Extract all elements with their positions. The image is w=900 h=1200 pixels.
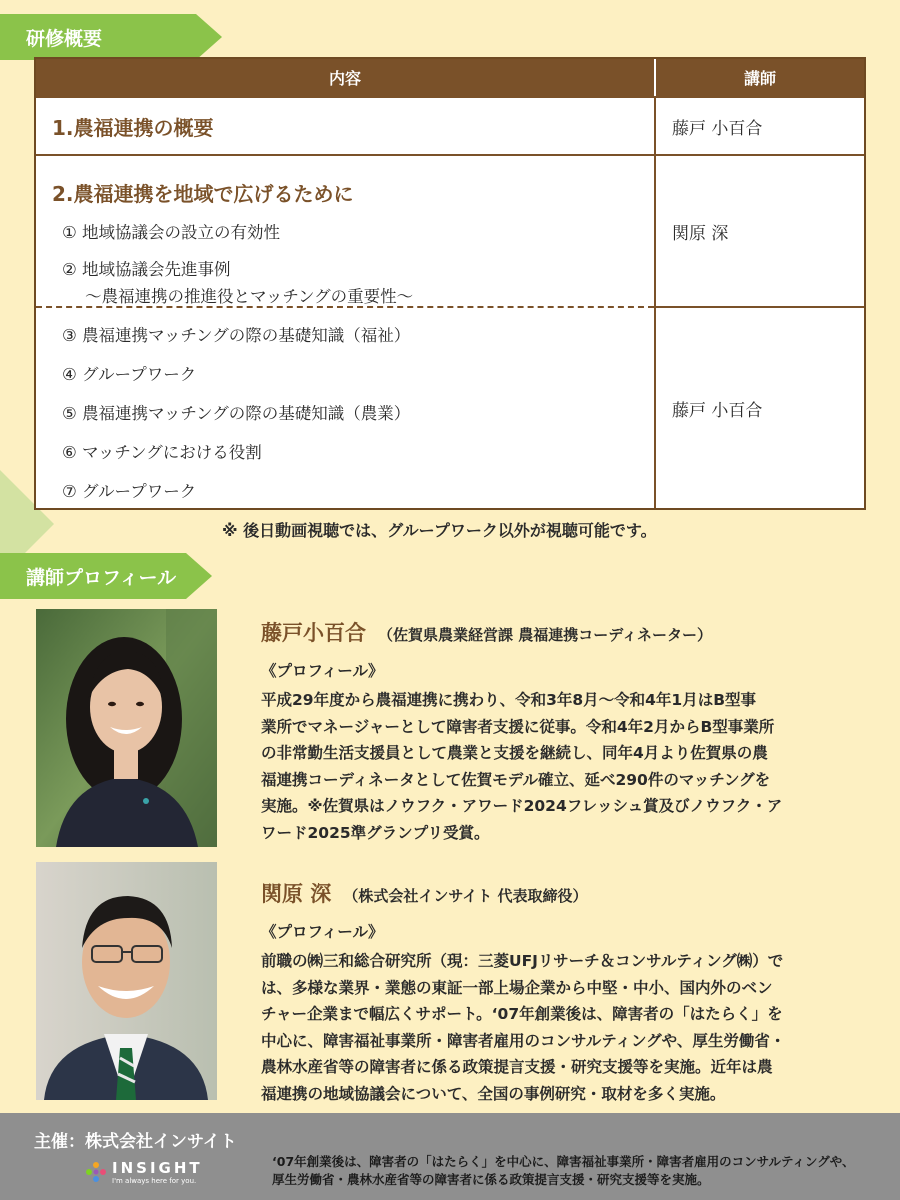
row1-instructor: 藤戸 小百合 [672, 118, 763, 139]
profile-line: ワード2025準グランプリ受賞。 [261, 823, 490, 842]
insight-logo-icon [84, 1160, 108, 1184]
organizer-text: 主催：株式会社インサイト [34, 1132, 237, 1152]
profile-line: チャー企業まで幅広くサポート。‘07年創業後は、障害者の「はたらく」を [261, 1005, 783, 1023]
list-item: ④ グループワーク [62, 365, 197, 384]
section-tab-profile [0, 553, 176, 599]
profile-line: 実施。※佐賀県はノウフク・アワード2024フレッシュ賞及びノウフク・ア [261, 797, 783, 815]
table-row [36, 154, 864, 508]
instructor-photo-fujito [36, 609, 217, 847]
list-item: ② 地域協議会先進事例 [62, 260, 231, 279]
profile-line: 業所でマネージャーとして障害者支援に従事。令和4年2月からB型事業所 [261, 717, 775, 736]
header-instructor: 講師 [743, 69, 776, 88]
header-content: 内容 [36, 59, 656, 96]
profile-sekihara [261, 878, 871, 1107]
instructor-photo-sekihara [36, 862, 217, 1100]
list-item: ① 地域協議会の設立の有効性 [62, 223, 281, 242]
row2-title: 2.農福連携を地域で広げるために [52, 182, 354, 206]
profile-affiliation: （株式会社インサイト 代表取締役） [343, 887, 588, 905]
profile-label: 《プロフィール》 [261, 662, 384, 680]
insight-logo [84, 1159, 203, 1185]
list-item: ⑤ 農福連携マッチングの際の基礎知識（農業） [62, 404, 411, 423]
list-item: ③ 農福連携マッチングの際の基礎知識（福祉） [62, 326, 411, 345]
profile-line: 福連携コーディネータとして佐賀モデル確立、延べ290件のマッチングを [261, 770, 771, 789]
list-item: ⑥ マッチングにおける役割 [62, 443, 262, 462]
footer-line: 厚生労働省・農林水産省等の障害者に係る政策提言支援・研究支援等を実施。 [272, 1172, 710, 1187]
row2-instructor: 関原 深 [672, 223, 729, 244]
footer-description [272, 1153, 855, 1189]
profile-label: 《プロフィール》 [261, 923, 384, 941]
profile-body [261, 948, 871, 1107]
footer [0, 1113, 900, 1200]
row1-title: 1.農福連携の概要 [36, 98, 656, 154]
list-item: ⑦ グループワーク [62, 482, 197, 501]
note-text: ※ 後日動画視聴では、グループワーク以外が視聴可能です。 [222, 521, 657, 540]
profile-body [261, 687, 871, 846]
table-row [36, 96, 864, 154]
profile-line: 中心に、障害福祉事業所・障害者雇用のコンサルティングや、厚生労働省・ [261, 1031, 786, 1050]
row3-instructor: 藤戸 小百合 [656, 306, 864, 508]
row2-block [36, 156, 654, 306]
row3-block [36, 306, 654, 508]
profile-line: 福連携の地域協議会について、全国の事例研究・取材を多く実施。 [261, 1084, 726, 1103]
profile-fujito [261, 617, 871, 846]
profile-affiliation: （佐賀県農業経営課 農福連携コーディネーター） [378, 626, 713, 644]
footer-line: ‘07年創業後は、障害者の「はたらく」を中心に、障害福祉事業所・障害者雇用のコンサルティングや、 [272, 1154, 855, 1169]
section-tab-overview [0, 14, 102, 60]
section-title-overview: 研修概要 [26, 27, 103, 50]
curriculum-table [34, 57, 866, 510]
profile-line: 平成29年度から農福連携に携わり、令和3年8月～令和4年1月はB型事 [261, 691, 757, 709]
profile-line: 農林水産省等の障害者に係る政策提言支援・研究支援等を実施。近年は農 [261, 1058, 773, 1076]
table-header [36, 59, 864, 96]
profile-name: 関原 深 [261, 882, 332, 906]
list-item-continuation: ～農福連携の推進役とマッチングの重要性～ [85, 287, 414, 306]
logo-tagline: I'm always here for you. [112, 1177, 197, 1185]
profile-line: は、多様な業界・業態の東証一部上場企業から中堅・中小、国内外のベン [261, 978, 773, 997]
profile-line: 前職の㈱三和総合研究所（現：三菱UFJリサーチ＆コンサルティング㈱）で [261, 952, 784, 970]
logo-brand: INSIGHT [112, 1159, 203, 1177]
profile-line: の非常勤生活支援員として農業と支援を継続し、同年4月より佐賀県の農 [261, 744, 768, 762]
section-title-profile: 講師プロフィール [26, 566, 177, 589]
profile-name: 藤戸小百合 [261, 621, 366, 645]
